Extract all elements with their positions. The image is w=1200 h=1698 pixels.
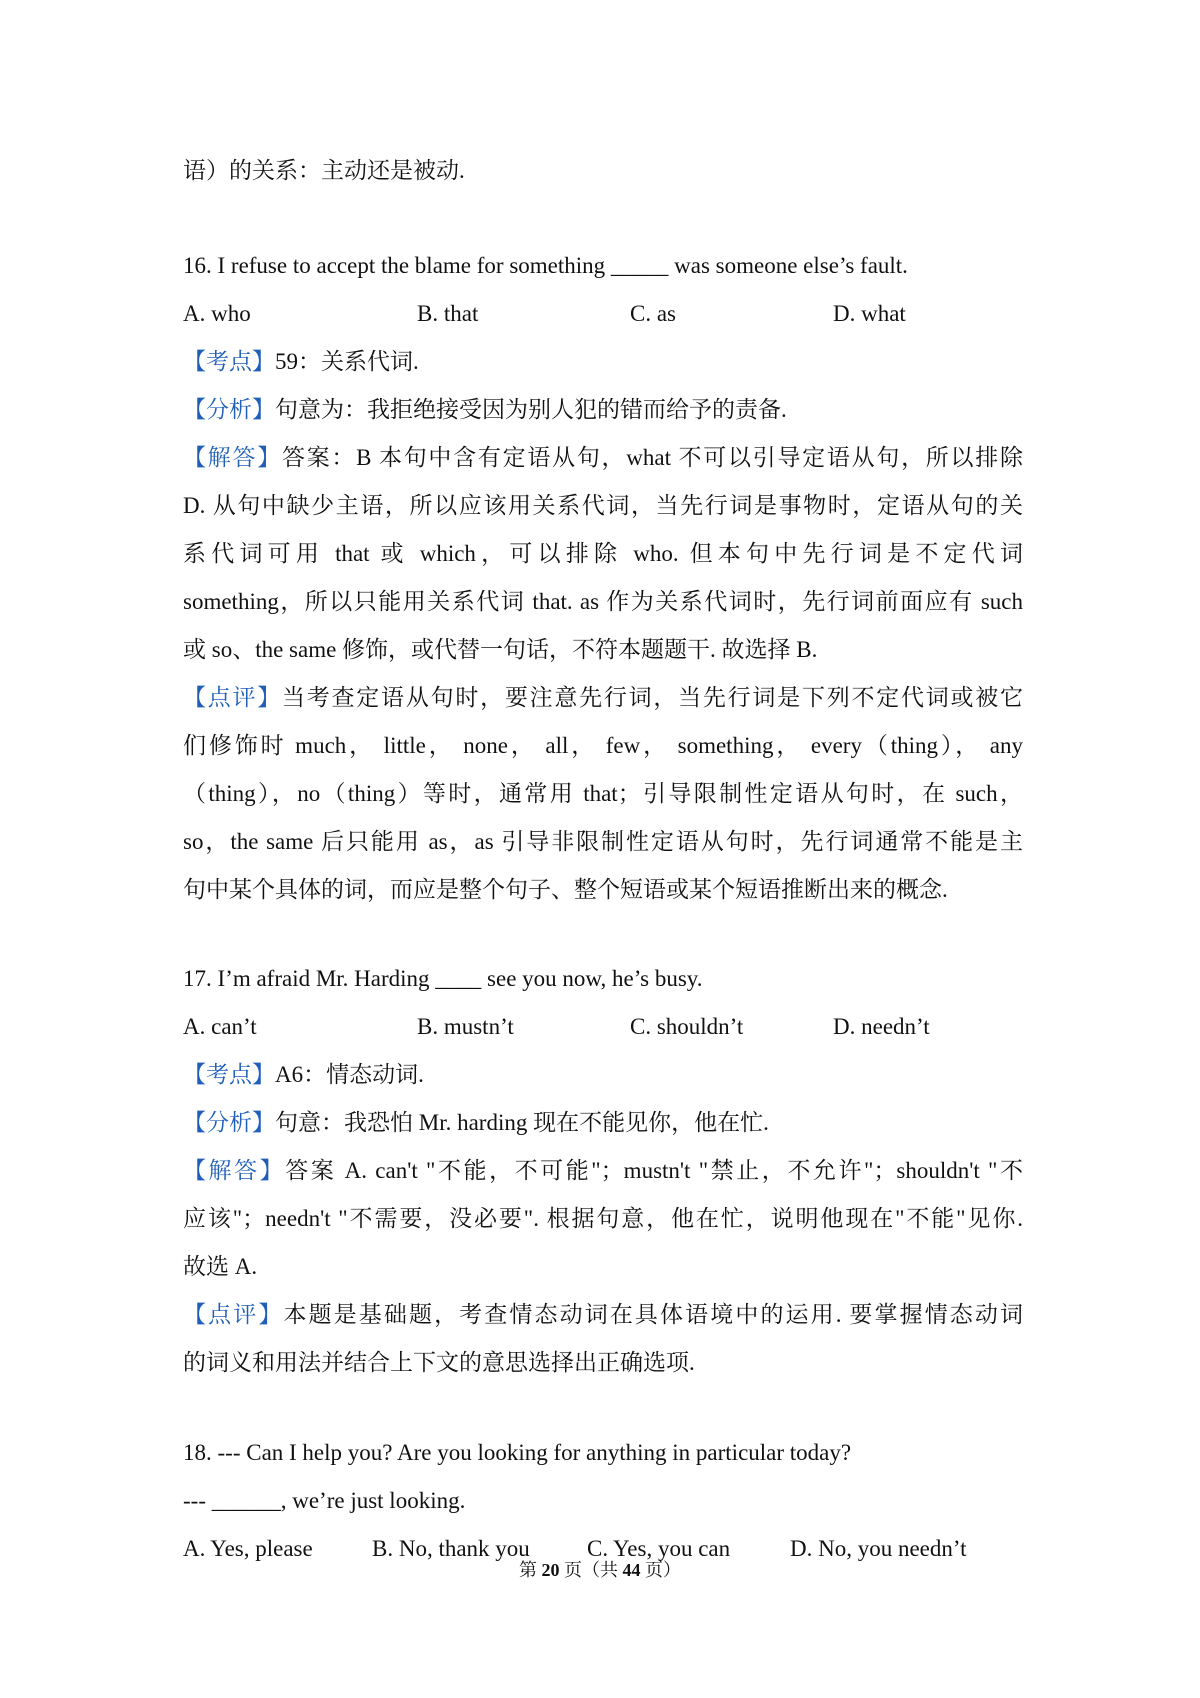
kaodian-tag: 【考点】 — [183, 1062, 275, 1087]
question-18-stem-1: 18. --- Can I help you? Are you looking for anything in particular today? — [183, 1440, 852, 1465]
jieda-text: 答案 A. can't "不能，不可能"；mustn't "禁止，不允许"；shouldn't "不 — [285, 1158, 1024, 1183]
question-16-stem: 16. I refuse to accept the blame for something _____ was someone else’s fault. — [183, 253, 908, 278]
q16-jieda-line3: 系代词可用 that 或 which，可以排除 who. 但本句中先行词是不定代词 — [183, 541, 1023, 566]
q17-jieda-line1 — [183, 1156, 1023, 1186]
fenxi-tag: 【分析】 — [183, 397, 275, 422]
q16-option-c: C. as — [630, 301, 676, 326]
q17-dianping-line2: 的词义和用法并结合上下文的意思选择出正确选项. — [183, 1350, 695, 1375]
q17-option-c: C. shouldn’t — [630, 1014, 744, 1039]
jieda-tag: 【解答】 — [183, 1158, 286, 1183]
dianping-tag: 【点评】 — [183, 1302, 284, 1327]
q16-option-a: A. who — [183, 301, 251, 326]
dianping-text: 本题是基础题，考查情态动词在具体语境中的运用. 要掌握情态动词 — [283, 1302, 1024, 1327]
q17-jieda-line3: 故选 A. — [183, 1254, 258, 1279]
q17-dianping-line1 — [183, 1300, 1023, 1330]
q17-option-a: A. can’t — [183, 1014, 257, 1039]
fenxi-text: 句意：我恐怕 Mr. harding 现在不能见你，他在忙. — [275, 1110, 769, 1135]
footer-total-pages: 44 — [622, 1560, 641, 1580]
q18-option-c: C. Yes, you can — [587, 1536, 731, 1561]
q16-dianping-line2: 们修饰时 much， little， none， all， few， something， every（thing）， any — [183, 733, 1023, 758]
jieda-tag: 【解答】 — [183, 445, 282, 470]
q18-option-a: A. Yes, please — [183, 1536, 313, 1561]
q17-kaodian — [183, 1060, 1023, 1090]
kaodian-text: A6：情态动词. — [275, 1062, 424, 1087]
q17-option-b: B. mustn’t — [417, 1014, 514, 1039]
page-footer — [0, 1558, 1200, 1582]
q16-jieda-line5: 或 so、the same 修饰，或代替一句话，不符本题题干. 故选择 B. — [183, 637, 818, 662]
q18-option-d: D. No, you needn’t — [790, 1536, 967, 1561]
q18-option-b: B. No, thank you — [372, 1536, 530, 1561]
q16-dianping-line1 — [183, 683, 1023, 713]
kaodian-tag: 【考点】 — [183, 349, 275, 374]
q17-option-d: D. needn’t — [833, 1014, 930, 1039]
q16-option-d: D. what — [833, 301, 906, 326]
q16-jieda-line4: something，所以只能用关系代词 that. as 作为关系代词时，先行词前面应有 such — [183, 589, 1023, 614]
dianping-text: 当考查定语从句时，要注意先行词，当先行词是下列不定代词或被它 — [282, 685, 1024, 710]
footer-page-number: 20 — [541, 1560, 560, 1580]
dianping-tag: 【点评】 — [183, 685, 283, 710]
q16-dianping-line5: 句中某个具体的词，而应是整个句子、整个短语或某个短语推断出来的概念. — [183, 877, 948, 902]
kaodian-text: 59：关系代词. — [275, 349, 419, 374]
fenxi-text: 句意为：我拒绝接受因为别人犯的错而给予的责备. — [275, 397, 787, 422]
footer-middle: 页（共 — [559, 1560, 623, 1580]
q17-jieda-line2: 应该"；needn't "不需要，没必要". 根据句意，他在忙，说明他现在"不能"见你. — [183, 1206, 1023, 1231]
intro-line: 语）的关系：主动还是被动. — [183, 158, 465, 183]
question-18-stem-2: --- ______, we’re just looking. — [183, 1488, 466, 1513]
question-17-stem: 17. I’m afraid Mr. Harding ____ see you now, he’s busy. — [183, 966, 703, 991]
q16-kaodian — [183, 347, 1023, 377]
q17-fenxi — [183, 1108, 1023, 1138]
q16-dianping-line4: so，the same 后只能用 as，as 引导非限制性定语从句时，先行词通常不能是主 — [183, 829, 1023, 854]
fenxi-tag: 【分析】 — [183, 1110, 275, 1135]
q16-option-b: B. that — [417, 301, 479, 326]
footer-suffix: 页） — [640, 1560, 681, 1580]
q16-fenxi — [183, 395, 1023, 425]
q16-dianping-line3: （thing），no（thing）等时，通常用 that；引导限制性定语从句时，在 such， — [183, 781, 1023, 806]
q16-jieda-line2: D. 从句中缺少主语，所以应该用关系代词，当先行词是事物时，定语从句的关 — [183, 493, 1023, 518]
jieda-text: 答案：B 本句中含有定语从句，what 不可以引导定语从句，所以排除 — [281, 445, 1023, 470]
q16-jieda-line1 — [183, 443, 1023, 473]
footer-prefix: 第 — [519, 1560, 542, 1580]
